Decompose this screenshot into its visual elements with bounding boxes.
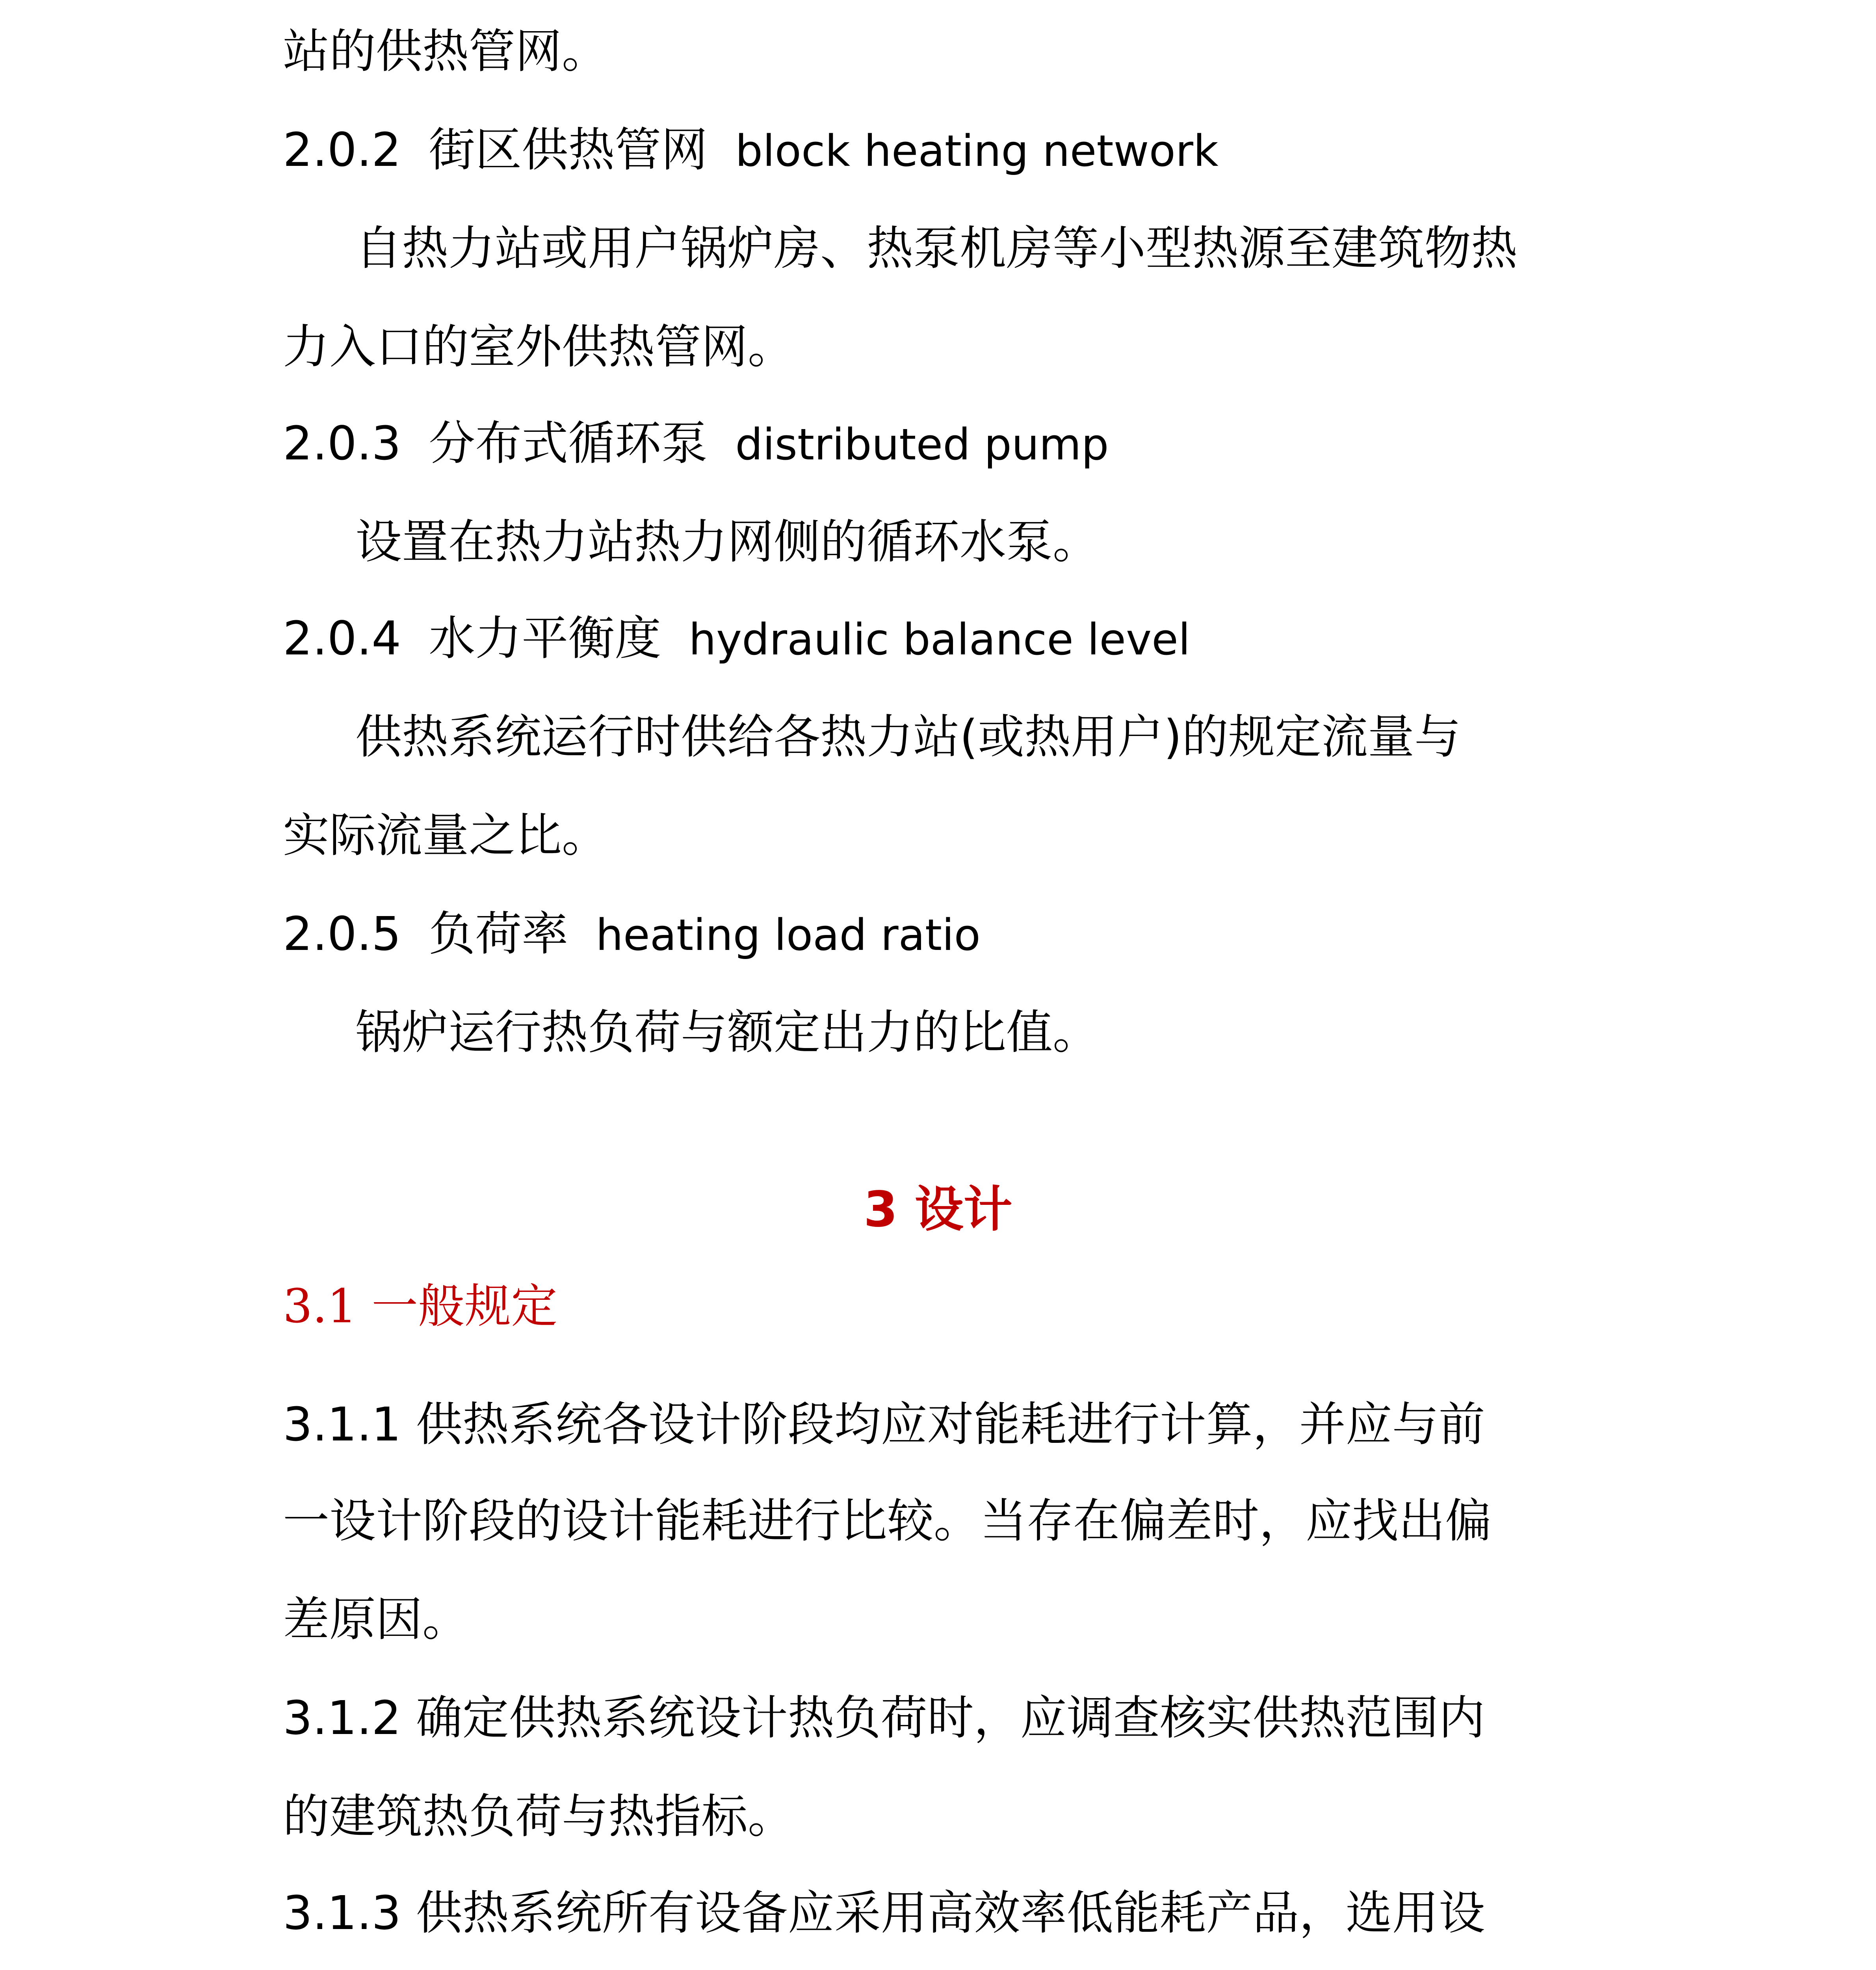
term-heading-2-0-2: [283, 120, 1218, 180]
clause-line: 3.1.1 供热系统各设计阶段均应对能耗进行计算，并应与前: [283, 1397, 1485, 1451]
text-line: 锅炉运行热负荷与额定出力的比值。: [355, 1005, 1100, 1059]
text-line: 力入口的室外供热管网。: [283, 320, 795, 374]
term-chinese: 分布式循环泵: [429, 416, 708, 470]
text-line: 自热力站或用户锅炉房、热泵机房等小型热源至建筑物热: [355, 221, 1518, 275]
text-line: 站的供热管网。: [283, 24, 609, 78]
clause-line: 3.1.2 确定供热系统设计热负荷时，应调查核实供热范围内: [283, 1691, 1485, 1745]
term-english: heating load ratio: [596, 910, 981, 960]
term-chinese: 街区供热管网: [429, 123, 708, 177]
term-english: distributed pump: [735, 419, 1109, 470]
term-chinese: 水力平衡度: [429, 611, 661, 665]
term-english: block heating network: [735, 126, 1218, 176]
text-line: 设置在热力站热力网侧的循环水泵。: [355, 515, 1100, 569]
term-number: 2.0.4: [283, 611, 401, 665]
text-line: 实际流量之比。: [283, 808, 609, 862]
term-heading-2-0-4: [283, 609, 1190, 669]
term-english: hydraulic balance level: [689, 614, 1191, 665]
term-heading-2-0-3: [283, 414, 1109, 474]
term-chinese: 负荷率: [429, 907, 568, 961]
term-heading-2-0-5: [283, 904, 981, 965]
term-number: 2.0.2: [283, 123, 401, 177]
clause-line: 3.1.3 供热系统所有设备应采用高效率低能耗产品，选用设: [283, 1886, 1485, 1940]
term-number: 2.0.5: [283, 907, 401, 961]
clause-line: 一设计阶段的设计能耗进行比较。当存在偏差时，应找出偏: [283, 1494, 1492, 1548]
clause-line: 差原因。: [283, 1592, 469, 1647]
term-number: 2.0.3: [283, 416, 401, 470]
chapter-title: 3 设计: [864, 1181, 1012, 1238]
text-line: 供热系统运行时供给各热力站(或热用户)的规定流量与: [355, 710, 1461, 764]
section-title: 3.1 一般规定: [283, 1279, 558, 1333]
clause-line: 的建筑热负荷与热指标。: [283, 1789, 795, 1844]
